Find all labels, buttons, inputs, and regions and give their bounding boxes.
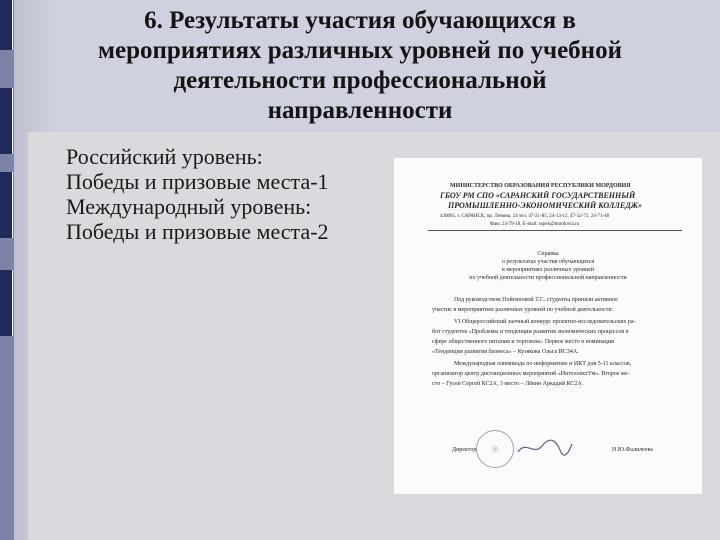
doc-body-4: бот студентов «Проблемы и тенденции развития экономических процессов в (432, 329, 629, 335)
doc-header-4: 430005, г. САРАНСК, пр. Ленина, 24 тел. 47-21-85, 24-13-12, 47-32-73, 24-71-48 (440, 214, 610, 219)
body-text (66, 144, 329, 244)
doc-header-5: Факс 24-79-18, E-mail: sspek@mordovia.ru (490, 222, 580, 227)
doc-caption-2: о результатах участия обучающихся (501, 259, 595, 265)
left-tab-3 (0, 172, 13, 238)
doc-body-6: «Тенденции развития бизнеса» – Кузякова Ольга ИСЗ4А. (432, 349, 579, 355)
slide-title (40, 6, 680, 126)
body-line-1: Российский уровень: (66, 144, 263, 169)
doc-body-1: Под руководством Пойгиновой Т.С. студенты приняли активное (454, 297, 618, 303)
title-line-4: направленности (267, 97, 453, 124)
doc-caption-1: Справка (537, 251, 559, 257)
certificate-document-image (394, 158, 702, 494)
left-tab-2 (0, 88, 13, 154)
doc-caption-4: по учебной деятельности профессиональной направленности (469, 275, 627, 281)
doc-director-label: Директор (452, 447, 477, 453)
left-tab-1 (0, 0, 13, 50)
doc-body-9: сто – Гусев Сергей КС2А, 3 место – Лёвин Аркадий КС2А . (432, 381, 585, 387)
doc-body-7: Международная олимпиада по информатике и ИКТ для 5-11 классов, (454, 361, 632, 367)
doc-body-5: сфере общественного питания и торговли». Первое место в номинации (432, 339, 615, 345)
doc-header-3: ПРОМЫШЛЕННО-ЭКОНОМИЧЕСКИЙ КОЛЛЕДЖ» (448, 201, 643, 210)
doc-body-3: VI Общероссийский заочный конкурс проектно-исследовательских ра- (454, 319, 636, 325)
doc-director-name: Н.Ю.Фалилеева (612, 447, 653, 453)
doc-header-2: ГБОУ РМ СПО «САРАНСКИЙ ГОСУДАРСТВЕННЫЙ (440, 191, 636, 200)
left-tab-4 (0, 270, 13, 336)
body-line-2: Победы и призовые места-1 (66, 169, 329, 194)
title-line-3: деятельности профессиональной (173, 67, 547, 94)
stamp-seal-image: ◎ (476, 430, 514, 468)
title-line-2: мероприятиях различных уровней по учебной (98, 37, 622, 64)
doc-header-1: МИНИСТЕРСТВО ОБРАЗОВАНИЯ РЕСПУБЛИКИ МОРДОВИЯ (450, 183, 631, 189)
doc-caption-3: в мероприятиях различных уровней (502, 267, 594, 273)
title-line-1: 6. Результаты участия обучающихся в (144, 7, 576, 34)
signature-image (516, 438, 574, 458)
doc-body-8: организатор центр дистанционных мероприятий «ИнтеллектУм». Второе ме- (432, 371, 630, 377)
body-line-3: Международный уровень: (66, 194, 312, 219)
body-line-4: Победы и призовые места-2 (66, 219, 329, 244)
doc-body-2: участие в мероприятиях различных уровней по учебной деятельности: (432, 307, 614, 313)
doc-header-rule (428, 230, 682, 231)
